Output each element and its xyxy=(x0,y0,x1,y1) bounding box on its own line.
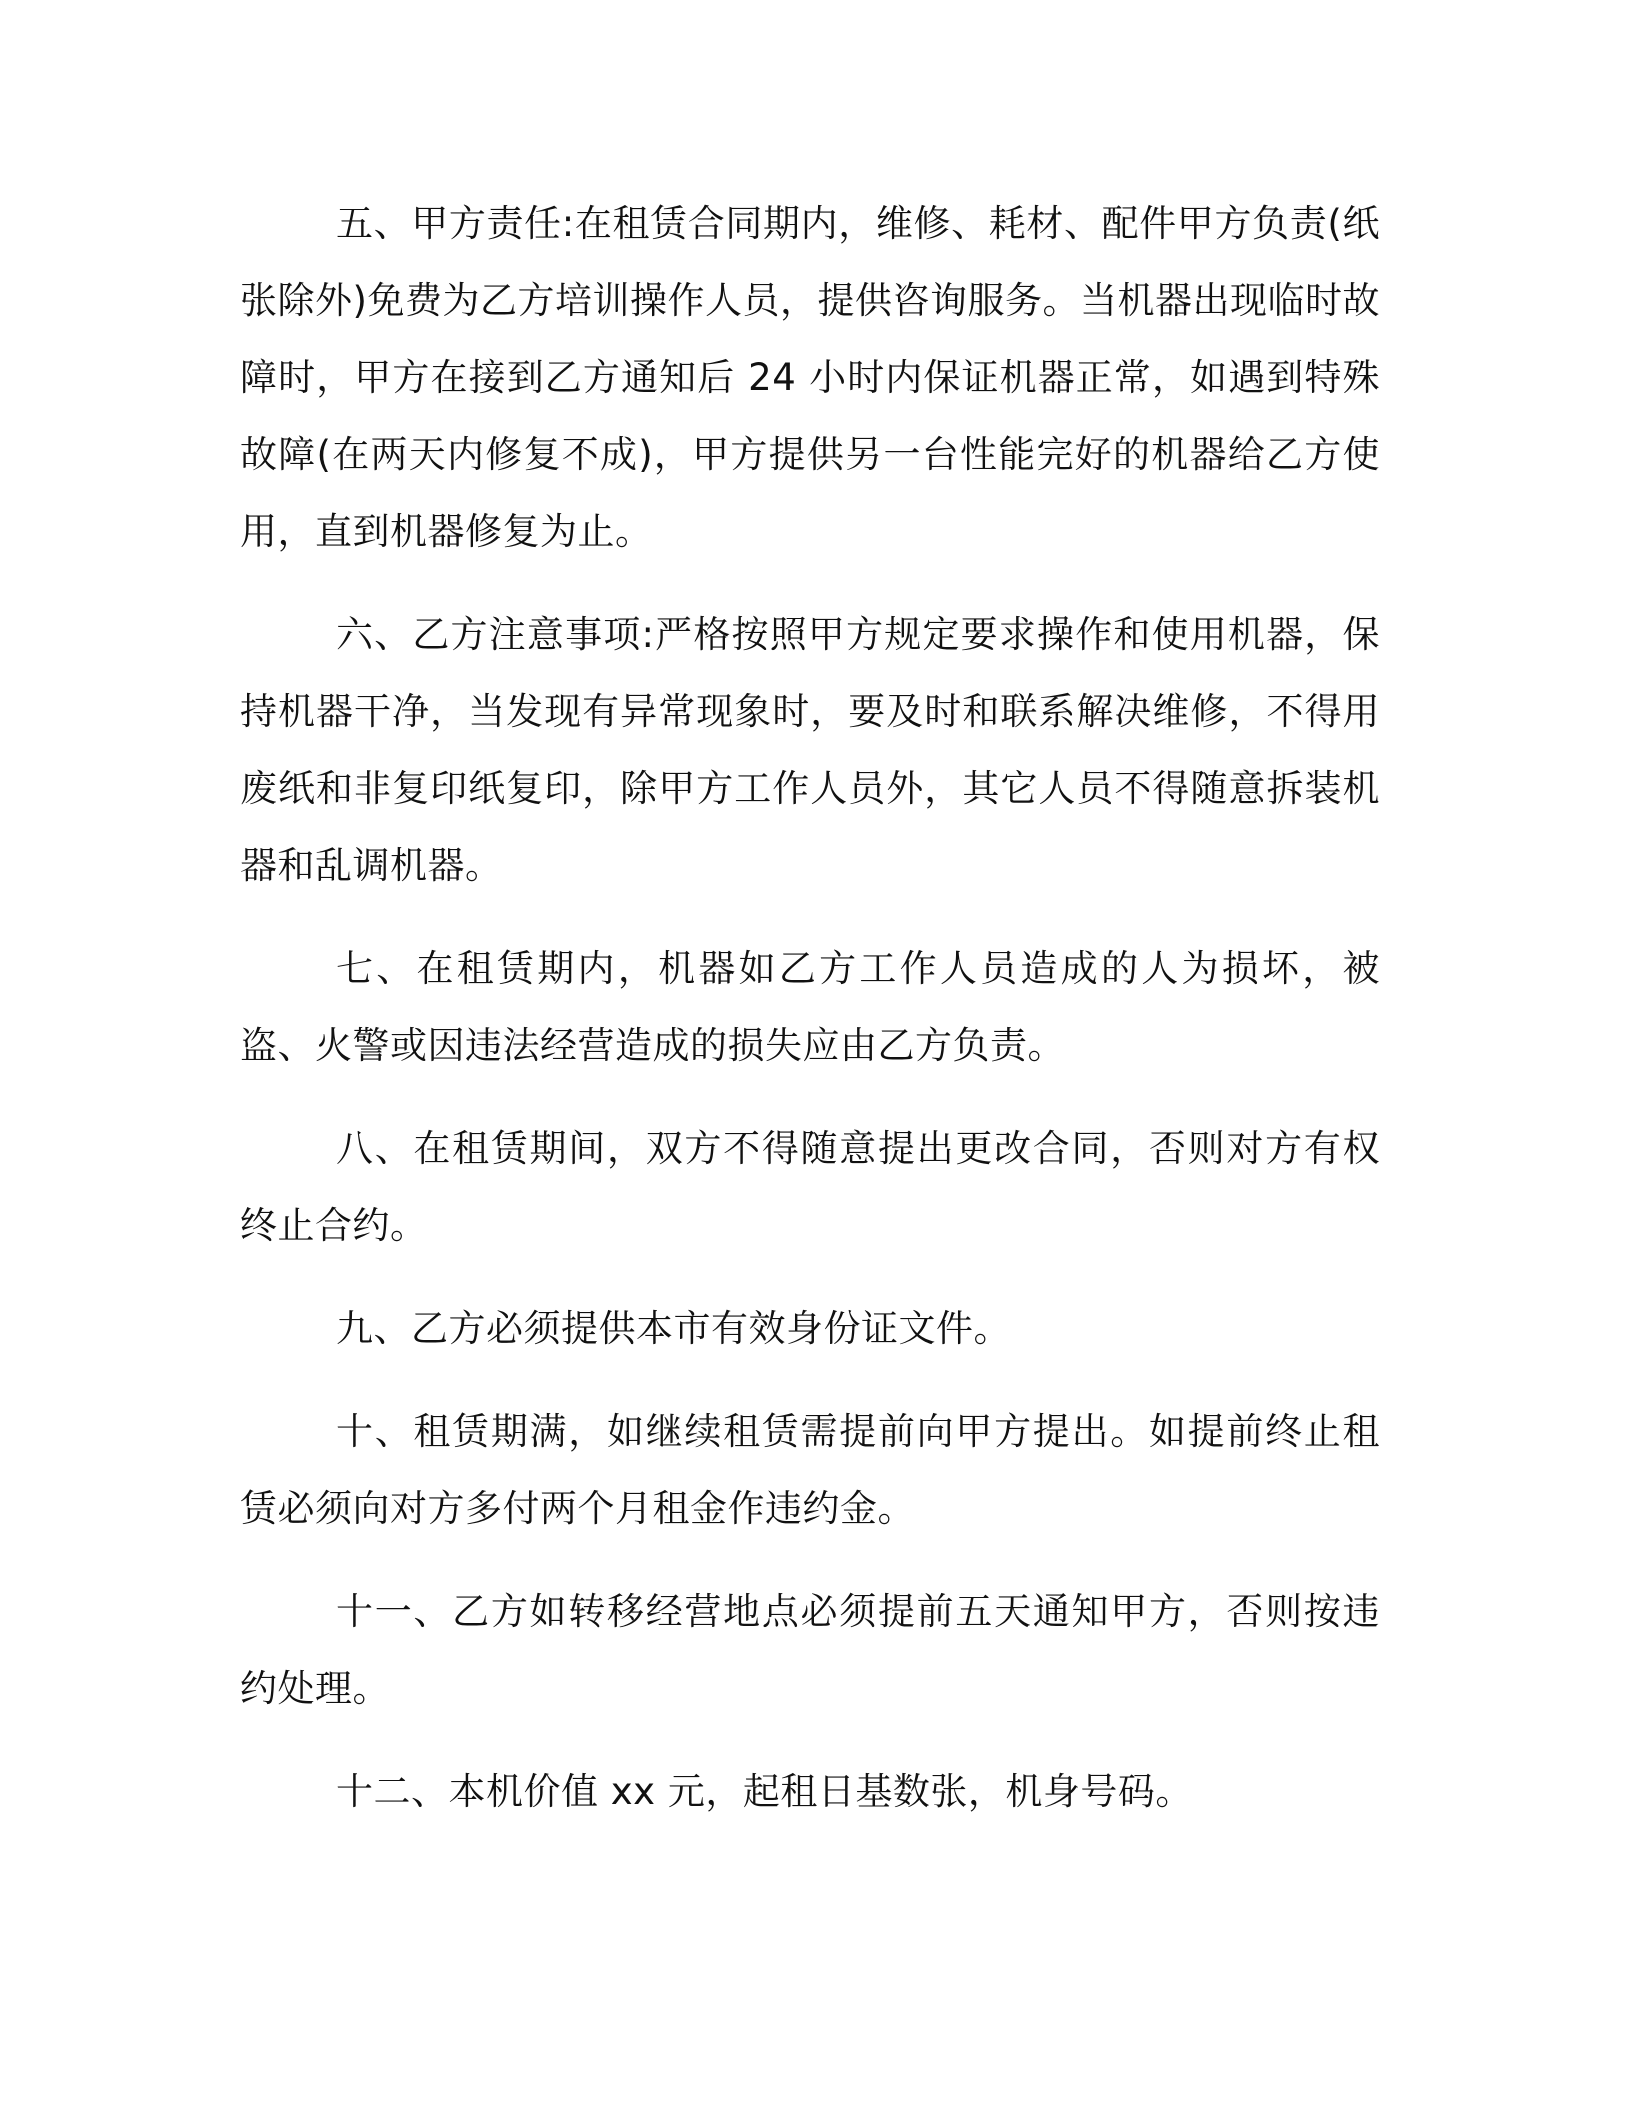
clause-12: 十二、本机价值 xx 元，起租日基数张，机身号码。 xyxy=(336,1770,1193,1813)
clause-9: 九、乙方必须提供本市有效身份证文件。 xyxy=(336,1307,1011,1350)
clause-10: 十、租赁期满，如继续租赁需提前向甲方提出。如提前终止租赁必须向对方多付两个月租金作违约金。 xyxy=(240,1410,1380,1530)
document-body xyxy=(240,185,1380,1856)
clause-7: 七、在租赁期内，机器如乙方工作人员造成的人为损坏，被盗、火警或因违法经营造成的损失应由乙方负责。 xyxy=(240,947,1380,1067)
clause-8: 八、在租赁期间，双方不得随意提出更改合同，否则对方有权终止合约。 xyxy=(240,1127,1380,1247)
clause-6: 六、乙方注意事项:严格按照甲方规定要求操作和使用机器，保持机器干净，当发现有异常现象时，要及时和联系解决维修，不得用废纸和非复印纸复印，除甲方工作人员外，其它人员不得随意拆装机器和乱调机器。 xyxy=(240,613,1380,887)
clause-11: 十一、乙方如转移经营地点必须提前五天通知甲方，否则按违约处理。 xyxy=(240,1590,1380,1710)
clause-5: 五、甲方责任:在租赁合同期内，维修、耗材、配件甲方负责(纸张除外)免费为乙方培训操作人员，提供咨询服务。当机器出现临时故障时，甲方在接到乙方通知后 24 小时内保证机器正常，如遇到特殊故障(在两天内修复不成)，甲方提供另一台性能完好的机器给乙方使用，直到机器修复为止。 xyxy=(240,202,1380,553)
